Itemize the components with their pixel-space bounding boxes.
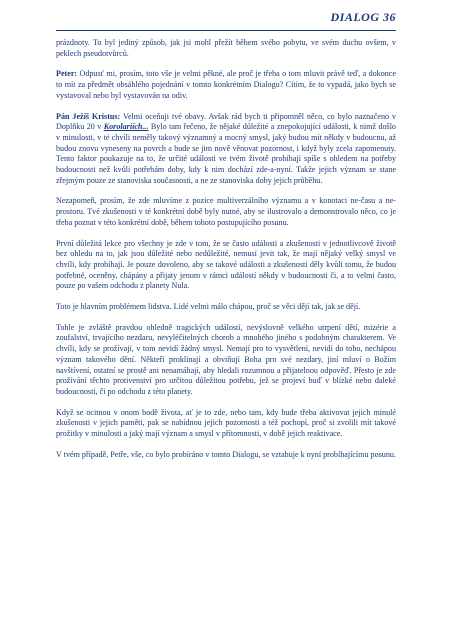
paragraph-text: Odpusť mi, prosím, toto vše je velmi pěkné, ale proč je třeba o tom mluvit právě teď, a dokonce to mít za předmět obsáhlého pojednání v tomto konkrétním Dialogu? Cítím, že to vypadá, jako bych se vystavoval nebo byl vystavován na odiv. [56, 69, 396, 100]
paragraph [56, 323, 396, 398]
paragraph-text: prázdnoty. To byl jediný způsob, jak jsi mohl přežít během svého pobytu, ve svém duchu ovšem, v peklech pseudotvůrců. [56, 38, 396, 58]
page-header [56, 10, 396, 31]
paragraph-text: Když se ocitnou v onom bodě života, ať je to zde, nebo tam, kdy bude třeba aktivovat jejich minulé zkušenosti v jejich paměti, pak se nabídnou jejich pozornosti a též pochopí, proč si zvolili mít takové prožitky v minulosti a jaký mají význam a smysl v přítomnosti, v době jejich reaktivace. [56, 407, 396, 439]
paragraph [56, 69, 396, 101]
paragraph [56, 196, 396, 228]
paragraph [56, 239, 396, 293]
paragraph [56, 112, 396, 187]
paragraph [56, 38, 396, 59]
paragraph-text: Nezapomeň, prosím, že zde mluvíme z pozice multiverzálního významu a v konotaci ne-času a ne-prostoru. Tvé zkušenosti v té konkrétní době byly nutné, aby se ilustrovalo a demonstrovalo něco, co je třeba poznat v této konkrétní době, během tohoto postupujícího posunu. [56, 196, 396, 227]
paragraph [56, 450, 396, 461]
speaker-name: Peter: [56, 69, 78, 79]
paragraph-text: Tohle je zvláště pravdou ohledně tragických událostí, nevýslovně velkého utrpení dětí, mizérie a zoufalství, trvajícího nezdaru, nevyléčitelných chorob a mnohého jiného s podobným charakterem. Ve chvíli, kdy se prožívají, v tom nevidí žádný smysl. Nemají pro to vysvětlení, nevidí do toho, nechápou význam takového dění. Někteří proklínají a obviňují Boha pro své nezdary, jiní mluví o Božím navštívení, ostatní se prostě ani nenamáhají, aby hledali rozumnou a přijatelnou odpověď. Přesto je zde prožívání těchto protivenství pro určitou důležitou potřebu, jež se projeví buď v blízké nebo daleké budoucnosti, či po odchodu z této planety. [56, 322, 396, 396]
paragraph-text: První důležitá lekce pro všechny je zde v tom, že se často události a zkušenosti v jednotlivcově životě bez ohledu na to, jak jsou důležité nebo nedůležité, nemusí jevit tak, že mají nějaký velký smysl ve chvíli, kdy probíhají. Je pouze dovoleno, aby se takové události a zkušenosti děly kvůli tomu, že budou potřebné, oceněny, chápány a přijaty jenom v rámci událostí někdy v budoucnosti či, a to velmi často, pouze po vašem odchodu z planety Nula. [56, 238, 396, 291]
paragraph-text: Bylo tam řečeno, že nějaké důležité a znepokojující události, k nimž došlo v minulosti, v té chvíli neměly takový významný a mocný smysl, jaký budou mít někdy v budoucnu, až budou znovu vyneseny na povrch a bude se jim nově věnovat pozornost, i když byly zcela zapomenuty. Tento faktor poukazuje na to, že určité události ve tvém životě probíhají spíše s ohledem na potřeby budoucnosti než kvůli potřebám doby, kdy k nim dochází zde-a-nyní. Takže jejich význam se stane zřejmým pouze ze stanoviska současnosti, a ne ze stanoviska doby jejich průběhu. [56, 122, 396, 185]
page-title: DIALOG 36 [330, 10, 396, 24]
paragraph [56, 408, 396, 440]
korolarie-link[interactable]: Korolariích... [103, 122, 149, 132]
paragraph-text: V tvém případě, Petře, vše, co bylo probíráno v tomto Dialogu, se vztahuje k nyní probíhajícímu posunu. [56, 449, 396, 459]
paragraph [56, 302, 396, 313]
speaker-name: Pán Ježíš Kristus: [56, 111, 121, 121]
paragraph-text: Velmi oceňuji tvé obavy. Avšak rád bych ti připomněl něco, co bylo naznačeno v Doplňku 20 v [56, 111, 396, 132]
paragraph-text: Toto je hlavním problémem lidstva. Lidé velmi málo chápou, proč se věci dějí tak, jak se dějí. [56, 302, 361, 312]
document-body [56, 38, 396, 471]
